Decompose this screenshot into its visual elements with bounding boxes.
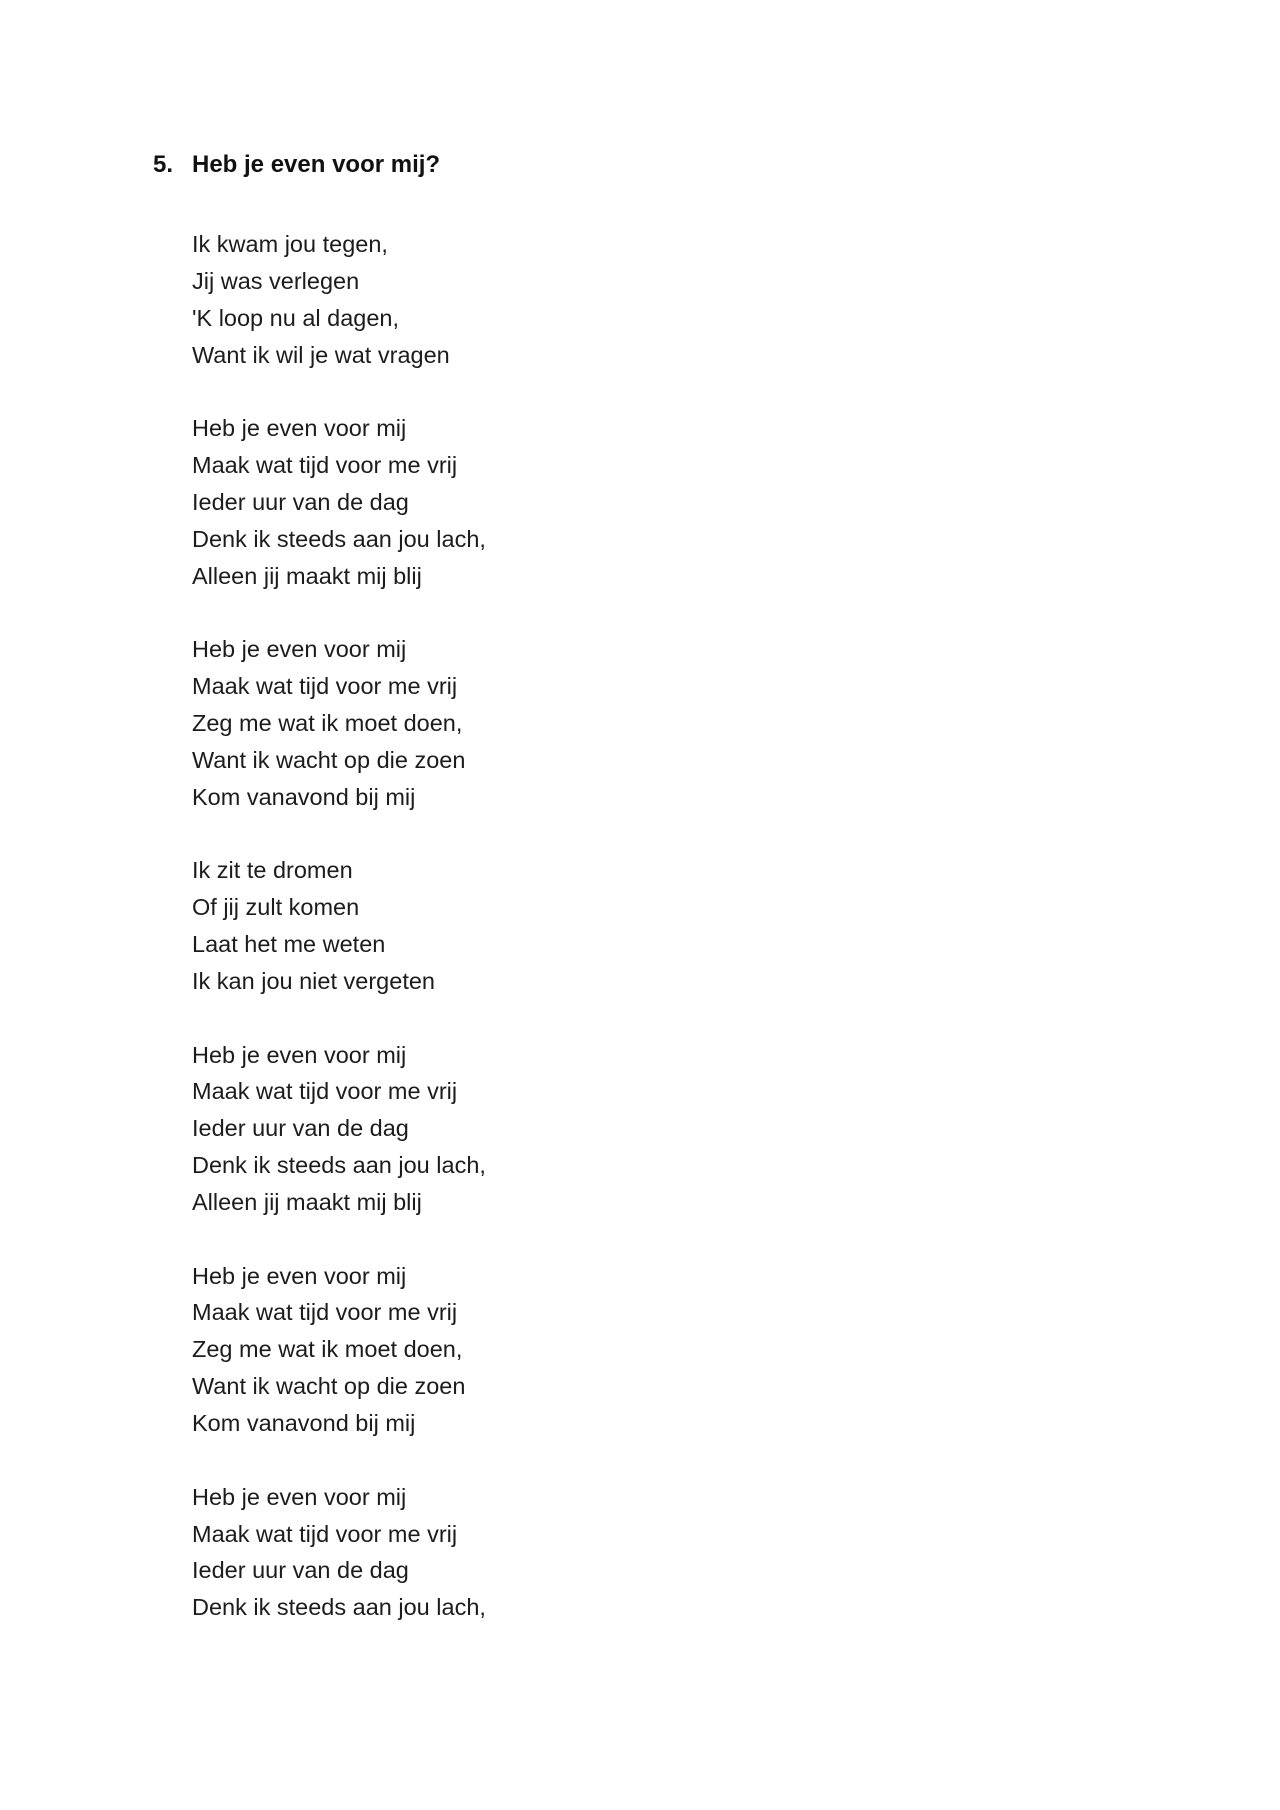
lyric-line: Of jij zult komen (192, 894, 360, 921)
stanza-1 (192, 226, 486, 373)
lyric-line: Heb je even voor mij (192, 415, 407, 442)
lyric-line: Heb je even voor mij (192, 1262, 407, 1289)
lyric-line: Heb je even voor mij (192, 1041, 407, 1068)
lyric-line: Jij was verlegen (192, 267, 360, 294)
lyric-line: Maak wat tijd voor me vrij (192, 1520, 458, 1547)
stanza-3-chorus (192, 631, 486, 815)
lyric-line: Denk ik steeds aan jou lach, (192, 1152, 486, 1179)
lyric-line: Alleen jij maakt mij blij (192, 1188, 422, 1215)
lyric-line: Maak wat tijd voor me vrij (192, 452, 458, 479)
lyric-line: Maak wat tijd voor me vrij (192, 1078, 458, 1105)
stanza-2-chorus (192, 410, 486, 594)
lyric-line: Alleen jij maakt mij blij (192, 562, 422, 589)
lyric-line: Denk ik steeds aan jou lach, (192, 525, 486, 552)
song-title: Heb je even voor mij? (192, 151, 441, 178)
stanza-6-chorus (192, 1258, 486, 1442)
lyric-line: Kom vanavond bij mij (192, 783, 416, 810)
lyric-line: Ieder uur van de dag (192, 1115, 409, 1142)
song-number: 5. (153, 151, 174, 178)
lyric-line: Want ik wil je wat vragen (192, 341, 450, 368)
stanza-5-chorus (192, 1037, 486, 1221)
stanza-7-chorus (192, 1479, 486, 1626)
lyric-line: Maak wat tijd voor me vrij (192, 673, 458, 700)
lyric-line: 'K loop nu al dagen, (192, 304, 400, 331)
lyric-line: Ik kwam jou tegen, (192, 231, 388, 257)
lyric-line: Zeg me wat ik moet doen, (192, 709, 463, 736)
lyric-line: Heb je even voor mij (192, 1483, 407, 1510)
song-heading (153, 150, 440, 180)
lyric-line: Want ik wacht op die zoen (192, 1373, 466, 1400)
lyric-line: Ik kan jou niet vergeten (192, 967, 435, 994)
lyric-line: Maak wat tijd voor me vrij (192, 1299, 458, 1326)
lyric-line: Zeg me wat ik moet doen, (192, 1336, 463, 1363)
lyric-line: Ieder uur van de dag (192, 1557, 409, 1584)
lyric-line: Heb je even voor mij (192, 636, 407, 663)
lyric-line: Ik zit te dromen (192, 857, 353, 884)
lyric-line: Want ik wacht op die zoen (192, 746, 466, 773)
lyric-line: Ieder uur van de dag (192, 488, 409, 515)
lyric-line: Laat het me weten (192, 931, 386, 958)
lyric-line: Kom vanavond bij mij (192, 1410, 416, 1436)
lyrics-body (192, 226, 486, 1663)
stanza-4 (192, 852, 486, 999)
lyric-line: Denk ik steeds aan jou lach, (192, 1594, 486, 1621)
